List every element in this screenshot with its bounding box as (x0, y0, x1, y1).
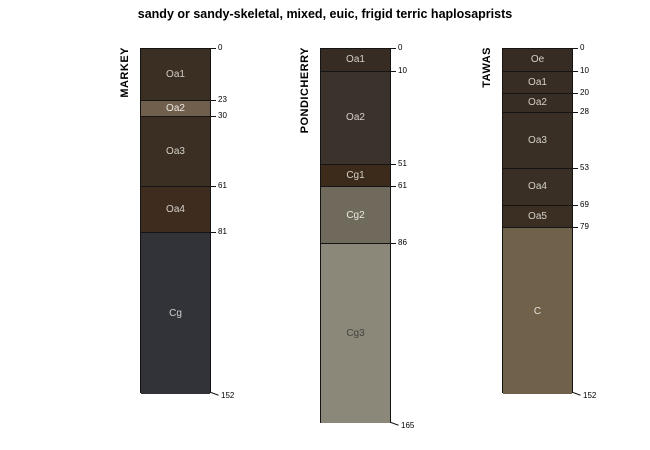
profile-name-markey: MARKEY (119, 47, 131, 98)
depth-tick (211, 392, 219, 396)
depth-tick (211, 116, 216, 117)
depth-tick (211, 48, 216, 49)
depth-tick (573, 71, 578, 72)
horizon-markey-oa4: Oa4 (141, 187, 210, 232)
profile-name-pondicherry: PONDICHERRY (299, 47, 311, 134)
depth-tick-label: 152 (221, 390, 235, 400)
horizon-tawas-oa1: Oa1 (503, 72, 572, 95)
horizon-markey-oa1: Oa1 (141, 49, 210, 101)
horizon-pondicherry-oa1: Oa1 (321, 49, 390, 72)
depth-tick (391, 71, 396, 72)
depth-tick (391, 48, 396, 49)
depth-tick-label: 30 (218, 111, 227, 121)
horizon-pondicherry-oa2: Oa2 (321, 72, 390, 165)
depth-tick (391, 243, 396, 244)
depth-tick-label: 10 (398, 65, 407, 75)
depth-tick-label: 10 (580, 65, 589, 75)
figure-title: sandy or sandy-skeletal, mixed, euic, frigid terric haplosaprists (137, 7, 513, 21)
depth-tick-label: 79 (580, 222, 589, 232)
depth-tick-label: 61 (398, 181, 407, 191)
depth-tick-label: 81 (218, 226, 227, 236)
horizon-tawas-oa5: Oa5 (503, 206, 572, 229)
depth-tick-label: 53 (580, 163, 589, 173)
horizon-markey-cg: Cg (141, 233, 210, 394)
depth-tick (573, 168, 578, 169)
depth-tick (573, 392, 581, 396)
horizon-tawas-oa4: Oa4 (503, 169, 572, 205)
horizon-tawas-oa3: Oa3 (503, 113, 572, 170)
horizon-pondicherry-cg3: Cg3 (321, 244, 390, 423)
depth-tick-label: 0 (580, 43, 585, 52)
depth-tick (211, 232, 216, 233)
depth-tick (573, 48, 578, 49)
depth-tick-label: 51 (398, 158, 407, 168)
depth-tick-label: 69 (580, 199, 589, 209)
horizon-pondicherry-cg1: Cg1 (321, 165, 390, 188)
depth-tick-label: 0 (398, 43, 403, 52)
profile-column-pondicherry (320, 48, 391, 423)
horizon-tawas-oa2: Oa2 (503, 94, 572, 112)
depth-tick-label: 86 (398, 238, 407, 248)
depth-tick (573, 205, 578, 206)
horizon-markey-oa3: Oa3 (141, 117, 210, 187)
depth-tick-label: 20 (580, 88, 589, 98)
depth-tick (211, 186, 216, 187)
profile-column-tawas (502, 48, 573, 393)
horizon-markey-oa2: Oa2 (141, 101, 210, 117)
depth-tick (211, 100, 216, 101)
depth-tick-label: 61 (218, 181, 227, 191)
depth-tick-label: 165 (401, 420, 415, 430)
depth-tick (391, 422, 399, 426)
depth-tick (573, 93, 578, 94)
depth-tick (391, 186, 396, 187)
depth-tick (391, 164, 396, 165)
horizon-tawas-oe: Oe (503, 49, 572, 72)
depth-tick (573, 112, 578, 113)
profile-column-markey (140, 48, 211, 393)
depth-tick-label: 152 (583, 390, 597, 400)
profile-name-tawas: TAWAS (481, 47, 493, 88)
horizon-pondicherry-cg2: Cg2 (321, 187, 390, 244)
depth-tick-label: 28 (580, 106, 589, 116)
depth-tick-label: 23 (218, 95, 227, 105)
depth-tick (573, 227, 578, 228)
horizon-tawas-c: C (503, 228, 572, 394)
depth-tick-label: 0 (218, 43, 223, 52)
